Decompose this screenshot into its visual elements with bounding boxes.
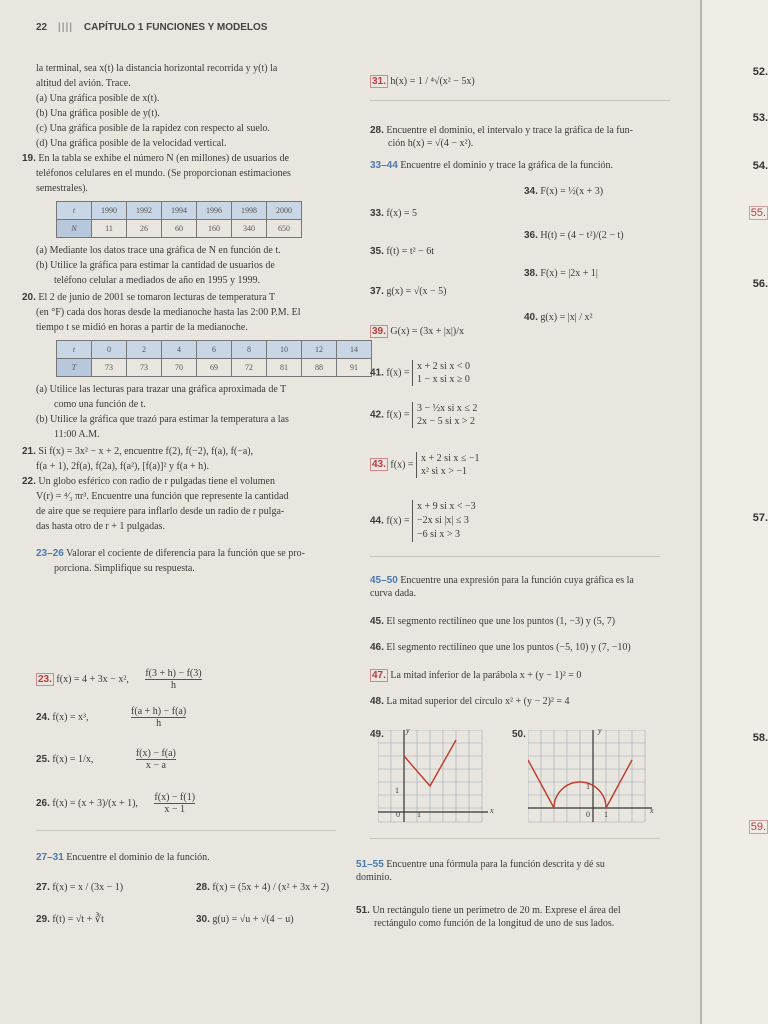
exercise-number: 36. xyxy=(524,230,538,241)
exercise-number: 19. xyxy=(22,153,36,164)
exercise-number: 28. xyxy=(370,125,384,136)
exercise-20 xyxy=(22,291,358,441)
exercise-32 xyxy=(370,124,633,150)
exercise-number: 33. xyxy=(370,208,384,219)
function-def: f(x) = (5x + 4) / (x² + 3x + 2) xyxy=(212,882,330,893)
exercise-number: 57. xyxy=(752,512,768,524)
text-line: teléfonos celulares en el mundo. (Se proporcionan estimaciones xyxy=(36,168,291,179)
section-range: 45–50 xyxy=(370,575,398,586)
y-axis-label: y xyxy=(406,726,410,735)
divider xyxy=(36,830,336,831)
exercise-26 xyxy=(36,792,195,815)
section-45-50 xyxy=(370,574,634,600)
function-def: f(x) = xyxy=(386,409,410,421)
exercise-number: 26. xyxy=(36,797,50,809)
quotient-numerator: f(a + h) − f(a) xyxy=(131,706,187,717)
function-def: f(t) = √t + ∛t xyxy=(52,914,104,925)
quotient-numerator: f(x) − f(a) xyxy=(135,748,176,759)
case-line: x + 2 si x < 0 xyxy=(417,361,470,372)
exercise-29 xyxy=(36,914,104,925)
text-line: La mitad inferior de la parábola x + (y − 1)² = 0 xyxy=(390,670,582,681)
text-line: El segmento rectilíneo que une los puntos (1, −3) y (5, 7) xyxy=(386,616,616,627)
function-def: f(x) = 1/x, xyxy=(52,753,94,765)
text-line: Un globo esférico con radio de r pulgadas tiene el volumen xyxy=(38,476,275,487)
text-line: El 2 de junio de 2001 se tomaron lecturas de temperatura T xyxy=(38,292,276,303)
exercise-number: 49. xyxy=(370,729,384,740)
exercise-number: 52. xyxy=(752,66,768,78)
quotient-numerator: f(x) − f(1) xyxy=(154,792,196,803)
exercise-number: 51. xyxy=(356,905,370,916)
text-line: Encuentre el dominio de la función. xyxy=(66,852,210,863)
exercise-24 xyxy=(36,706,186,729)
section-23-26 xyxy=(36,547,336,575)
tick-label: 1 xyxy=(586,782,590,791)
text-line: V(r) = ⁴⁄₃ πr³. Encuentre una función que represente la cantidad xyxy=(36,491,289,502)
exercise-21 xyxy=(22,445,336,473)
text-line: ción h(x) = √(4 − x²). xyxy=(388,138,474,149)
exercise-31 xyxy=(370,76,475,87)
exercise-number: 22. xyxy=(22,476,36,487)
y-axis-label: y xyxy=(598,726,602,735)
text-line: (a) Una gráfica posible de x(t). xyxy=(36,93,160,104)
exercise-41 xyxy=(370,360,470,386)
function-def: f(t) = t² − 6t xyxy=(386,246,435,257)
text-line: 11:00 A.M. xyxy=(54,429,100,440)
exercise-number: 58. xyxy=(752,732,768,744)
exercise-19 xyxy=(22,152,336,287)
case-line: 3 − ½x si x ≤ 2 xyxy=(417,403,478,414)
exercise-42 xyxy=(370,402,477,428)
exercise-number: 56. xyxy=(752,278,768,290)
function-def: F(x) = |2x + 1| xyxy=(540,268,598,279)
text-line: (a) Mediante los datos trace una gráfica de N en función de t. xyxy=(36,245,281,256)
exercise-38 xyxy=(524,268,598,279)
exercise-23 xyxy=(36,668,202,691)
origin-label: 0 xyxy=(586,810,590,819)
exercise-number: 39. xyxy=(372,326,386,337)
graph-50 xyxy=(512,724,654,819)
text-line: (d) Una gráfica posible de la velocidad vertical. xyxy=(36,138,227,149)
chapter-title: CAPÍTULO 1 FUNCIONES Y MODELOS xyxy=(83,22,268,33)
text-line: como una función de t. xyxy=(54,399,146,410)
section-range: 27–31 xyxy=(36,852,64,863)
graph-50-plot xyxy=(528,730,658,830)
function-def: f(x) = x³, xyxy=(52,711,89,723)
text-line: Encuentre una expresión para la función cuya gráfica es la xyxy=(400,575,634,586)
function-def: f(x) = (x + 3)/(x + 1), xyxy=(52,797,138,809)
exercise-number: 25. xyxy=(36,753,50,765)
function-def: G(x) = (3x + |x|)/x xyxy=(390,326,465,337)
function-def: f(x) = xyxy=(386,515,410,527)
exercise-number: 34. xyxy=(524,186,538,197)
text-line: Encuentre una fórmula para la función descrita y dé su xyxy=(386,859,605,870)
exercise-35 xyxy=(370,246,434,257)
exercise-45 xyxy=(370,616,615,627)
exercise-22 xyxy=(22,475,336,533)
function-def: g(x) = √(x − 5) xyxy=(386,286,447,297)
data-table xyxy=(56,201,302,238)
function-def: f(x) = xyxy=(386,367,410,379)
table-row: t 1990 1992 1994 1996 1998 2000 xyxy=(57,202,302,220)
exercise-number: 31. xyxy=(372,76,386,87)
function-def: f(x) = xyxy=(390,459,414,471)
exercise-18-continuation xyxy=(36,62,336,150)
divider xyxy=(370,100,670,101)
quotient-denominator: h xyxy=(170,680,176,691)
text-line: tiempo t se midió en horas a partir de la medianoche. xyxy=(36,322,248,333)
function-def: f(x) = x / (3x − 1) xyxy=(52,882,124,893)
text-line: semestrales). xyxy=(36,183,88,194)
exercise-number: 48. xyxy=(370,696,384,707)
x-axis-label: x xyxy=(490,806,494,815)
function-def: H(t) = (4 − t²)/(2 − t) xyxy=(540,230,624,241)
text-line: Si f(x) = 3x² − x + 2, encuentre f(2), f(−2), f(a), f(−a), xyxy=(38,446,254,457)
exercise-27 xyxy=(36,882,123,893)
case-line: −2x si |x| ≤ 3 xyxy=(417,515,469,526)
text-line: El segmento rectilíneo que une los puntos (−5, 10) y (7, −10) xyxy=(386,642,631,653)
function-def: f(x) = 5 xyxy=(386,208,418,219)
graph-49 xyxy=(370,724,494,819)
case-line: x + 9 si x < −3 xyxy=(417,501,476,512)
text-line: rectángulo como función de la longitud de uno de sus lados. xyxy=(374,918,615,929)
text-line: teléfono celular a mediados de año en 1995 y 1999. xyxy=(54,275,261,286)
exercise-number: 20. xyxy=(22,292,36,303)
exercise-37 xyxy=(370,286,447,297)
exercise-number: 30. xyxy=(196,914,210,925)
exercise-30 xyxy=(196,914,294,925)
function-def: F(x) = ½(x + 3) xyxy=(540,186,604,197)
exercise-34 xyxy=(524,186,603,197)
tick-label: 1 xyxy=(395,786,399,795)
exercise-number: 54. xyxy=(752,160,768,172)
exercise-39 xyxy=(370,326,464,337)
exercise-25 xyxy=(36,748,176,771)
function-def: g(u) = √u + √(4 − u) xyxy=(212,914,294,925)
case-line: x² si x > −1 xyxy=(421,466,467,477)
text-line: Encuentre el dominio, el intervalo y trace la gráfica de la fun- xyxy=(386,125,633,136)
text-line: Valorar el cociente de diferencia para la función que se pro- xyxy=(66,548,305,559)
exercise-47 xyxy=(370,670,581,681)
next-page-edge xyxy=(700,0,768,1024)
exercise-number: 45. xyxy=(370,616,384,627)
table-row: N 11 26 60 160 340 650 xyxy=(57,220,302,238)
exercise-number: 53. xyxy=(752,112,768,124)
exercise-number: 42. xyxy=(370,409,384,421)
exercise-number: 59. xyxy=(750,821,766,833)
case-line: 2x − 5 si x > 2 xyxy=(417,416,475,427)
exercise-number: 46. xyxy=(370,642,384,653)
quotient-denominator: x − a xyxy=(145,760,166,771)
page-number: 22 xyxy=(36,22,48,33)
section-33-44 xyxy=(370,160,613,171)
text-line: (b) Utilice la gráfica que trazó para estimar la temperatura a las xyxy=(36,414,289,425)
text-line: curva dada. xyxy=(370,588,417,599)
text-line: Un rectángulo tiene un perímetro de 20 m. Exprese el área del xyxy=(372,905,621,916)
case-line: −6 si x > 3 xyxy=(417,529,460,540)
exercise-51 xyxy=(356,904,621,930)
quotient-denominator: x − 1 xyxy=(164,804,186,815)
function-def: h(x) = 1 / ⁴√(x² − 5x) xyxy=(390,76,475,87)
text-line: de aire que se requiere para inflarlo desde un radio de r pulga- xyxy=(36,506,285,517)
text-line: (a) Utilice las lecturas para trazar una gráfica aproximada de T xyxy=(36,384,287,395)
text-line: la terminal, sea x(t) la distancia horizontal recorrida y y(t) la xyxy=(36,63,278,74)
text-line: porciona. Simplifique su respuesta. xyxy=(54,563,195,574)
exercise-number: 37. xyxy=(370,286,384,297)
exercise-number: 28. xyxy=(196,882,210,893)
text-line: (c) Una gráfica posible de la rapidez con respecto al suelo. xyxy=(36,123,271,134)
exercise-number: 35. xyxy=(370,246,384,257)
text-line: f(a + 1), 2f(a), f(2a), f(a²), [f(a)]² y f(a + h). xyxy=(36,461,210,472)
case-line: x + 2 si x ≤ −1 xyxy=(421,453,480,464)
quotient-numerator: f(3 + h) − f(3) xyxy=(145,668,202,679)
header-bars: |||| xyxy=(57,22,74,33)
text-line: En la tabla se exhibe el número N (en millones) de usuarios de xyxy=(38,153,289,164)
exercise-33 xyxy=(370,208,417,219)
divider xyxy=(370,556,660,557)
exercise-28-domain xyxy=(196,882,329,893)
section-range: 33–44 xyxy=(370,160,398,171)
x-axis-label: x xyxy=(650,806,654,815)
section-51-55 xyxy=(356,858,605,884)
exercise-number: 41. xyxy=(370,367,384,379)
exercise-number: 21. xyxy=(22,446,36,457)
text-line: La mitad superior del círculo x² + (y − 2)² = 4 xyxy=(386,696,570,707)
data-table xyxy=(56,340,372,377)
exercise-number: 27. xyxy=(36,882,50,893)
origin-label: 0 xyxy=(396,810,400,819)
exercise-number: 29. xyxy=(36,914,50,925)
function-def: g(x) = |x| / x² xyxy=(540,312,593,323)
function-def: f(x) = 4 + 3x − x², xyxy=(56,673,129,685)
exercise-number: 47. xyxy=(372,670,386,681)
exercise-number: 43. xyxy=(372,459,386,471)
table-row: T 73 73 70 69 72 81 88 91 xyxy=(57,359,372,377)
exercise-44 xyxy=(370,500,476,542)
exercise-number: 55. xyxy=(750,207,766,219)
text-line: (b) Utilice la gráfica para estimar la cantidad de usuarios de xyxy=(36,260,275,271)
exercise-46 xyxy=(370,642,631,653)
quotient-denominator: h xyxy=(156,718,162,729)
text-line: das hasta otro de r + 1 pulgadas. xyxy=(36,521,165,532)
exercise-40 xyxy=(524,312,593,323)
case-line: 1 − x si x ≥ 0 xyxy=(417,374,470,385)
tick-label: 1 xyxy=(604,810,608,819)
text-line: Encuentre el dominio y trace la gráfica de la función. xyxy=(400,160,613,171)
section-27-31 xyxy=(36,852,210,863)
exercise-number: 24. xyxy=(36,711,50,723)
exercise-number: 40. xyxy=(524,312,538,323)
exercise-number: 50. xyxy=(512,729,526,740)
exercise-number: 44. xyxy=(370,515,384,527)
exercise-36 xyxy=(524,230,624,241)
text-line: (en °F) cada dos horas desde la medianoche hasta las 2:00 P.M. El xyxy=(36,307,301,318)
text-line: dominio. xyxy=(356,872,392,883)
exercise-48 xyxy=(370,696,570,707)
section-range: 23–26 xyxy=(36,548,64,559)
page-header xyxy=(36,22,267,33)
exercise-43 xyxy=(370,452,479,478)
text-line: altitud del avión. Trace. xyxy=(36,78,131,89)
tick-label: 1 xyxy=(417,810,421,819)
exercise-number: 23. xyxy=(38,673,52,685)
section-range: 51–55 xyxy=(356,859,384,870)
exercise-number: 38. xyxy=(524,268,538,279)
table-row: t 0 2 4 6 8 10 12 14 xyxy=(57,341,372,359)
divider xyxy=(370,838,660,839)
left-column xyxy=(22,62,358,577)
text-line: (b) Una gráfica posible de y(t). xyxy=(36,108,160,119)
